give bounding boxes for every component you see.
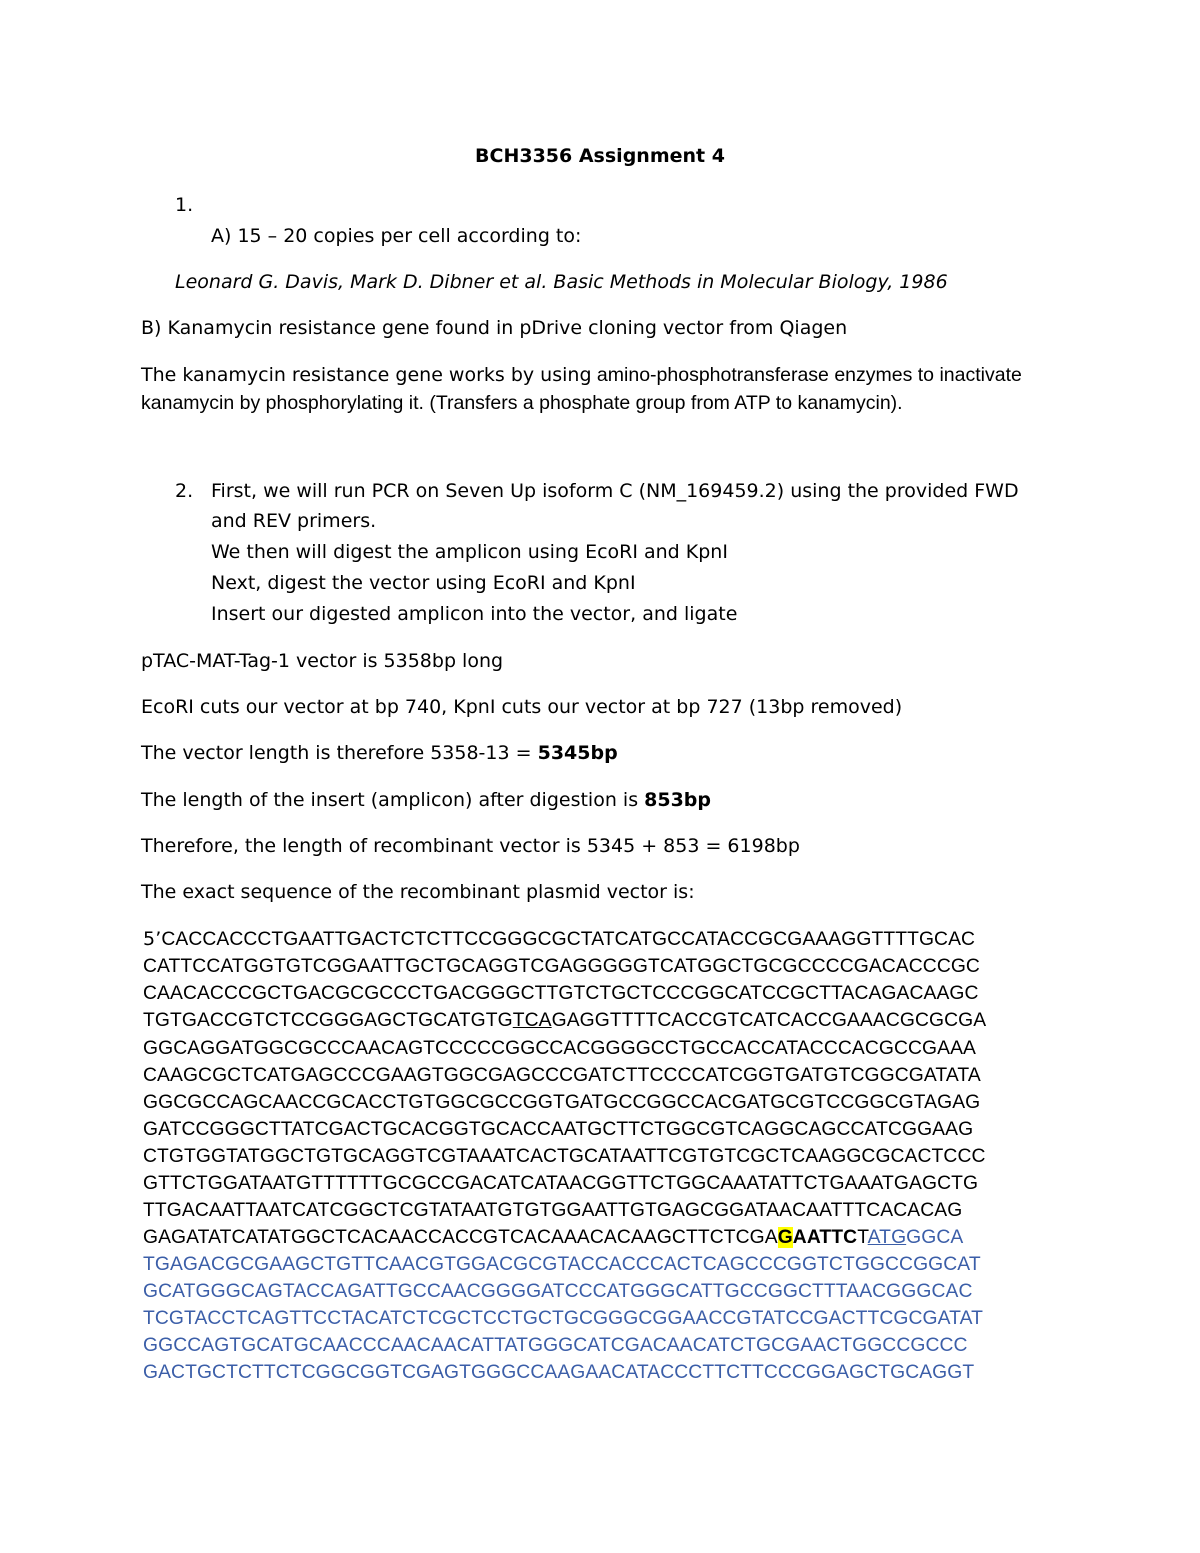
sequence-line: CATTCCATGGTGTCGGAATTGCTGCAGGTCGAGGGGGTCATGGCTGCGCCCCGACACCCGC <box>143 956 980 977</box>
answer-1a: A) 15 – 20 copies per cell according to: <box>211 225 582 247</box>
insert-sequence-text: GGCA <box>906 1227 964 1248</box>
sequence-text: T <box>857 1227 868 1248</box>
recombinant-length-text: Therefore, the length of recombinant vector is 5345 + 853 = 6198bp <box>141 835 800 857</box>
sequence-text: TGTGACCGTCTCCGGGAGCTGCATGTG <box>143 1010 513 1031</box>
question-1-number: 1. <box>175 194 194 216</box>
page-title: BCH3356 Assignment 4 <box>475 145 725 167</box>
mechanism-paragraph <box>141 362 1022 389</box>
insert-sequence-line: TCGTACCTCAGTTCCTACATCTCGCTCCTGCTGCGGGCGGAACCGTATCCGACTTCGCGATAT <box>143 1308 983 1329</box>
sequence-line <box>143 1008 986 1034</box>
restriction-cuts-text: EcoRI cuts our vector at bp 740, KpnI cuts our vector at bp 727 (13bp removed) <box>141 696 903 718</box>
sequence-line: GGCGCCAGCAACCGCACCTGTGGCGCCGGTGATGCCGGCCACGATGCGTCCGGCGTAGAG <box>143 1092 981 1113</box>
sequence-line: TTGACAATTAATCATCGGCTCGTATAATGTGTGGAATTGTGAGCGGATAACAATTTCACACAG <box>143 1200 963 1221</box>
sequence-line: GTTCTGGATAATGTTTTTTGCGCCGACATCATAACGGTTCTGGCAAATATTCTGAAATGAGCTG <box>143 1173 979 1194</box>
sequence-line: CAACACCCGCTGACGCGCCCTGACGGGCTTGTCTGCTCCCGGCATCCGCTTACAGACAAGC <box>143 983 979 1004</box>
mechanism-text-2: kanamycin by phosphorylating it. (Transfers a phosphate group from ATP to kanamycin). <box>141 392 903 414</box>
sequence-text: GAGGTTTTCACCGTCATCACCGAAACGCGCGA <box>551 1010 987 1031</box>
insert-sequence-line: GACTGCTCTTCTCGGCGGTCGAGTGGGCCAAGAACATACCCTTCTTCCCGGAGCTGCAGGT <box>143 1362 975 1383</box>
answer-1b: B) Kanamycin resistance gene found in pDrive cloning vector from Qiagen <box>141 317 848 339</box>
sequence-text: CACCACCCTGAATTGACTCTCTTCCGGGCGCTATCATGCCATACCGCGAAAGGTTTTGCAC <box>161 929 976 950</box>
vector-calc-value: 5345bp <box>537 742 618 764</box>
step-list-item: We then will digest the amplicon using EcoRI and KpnI <box>211 541 728 563</box>
sequence-line <box>143 1225 963 1251</box>
underlined-codon: TCA <box>512 1010 552 1031</box>
ecori-site: AATTC <box>792 1227 858 1248</box>
insert-value: 853bp <box>644 789 712 811</box>
citation: Leonard G. Davis, Mark D. Dibner et al. Basic Methods in Molecular Biology, 1986 <box>175 271 948 293</box>
step-list-item: First, we will run PCR on Seven Up isoform C (NM_169459.2) using the provided FWD <box>211 480 1019 502</box>
insert-sequence-line: GCATGGGCAGTACCAGATTGCCAACGGGGATCCCATGGGCATTGCCGGCTTTAACGGGCAC <box>143 1281 973 1302</box>
start-codon: ATG <box>867 1227 907 1248</box>
question-2-number: 2. <box>175 480 194 502</box>
vector-calc-prefix: The vector length is therefore 5358-13 = <box>141 742 538 764</box>
step-list-item: Next, digest the vector using EcoRI and KpnI <box>211 572 636 594</box>
mechanism-lead: The kanamycin resistance gene works by using <box>141 364 592 386</box>
step-list-item: Insert our digested amplicon into the vector, and ligate <box>211 603 738 625</box>
sequence-line: GGCAGGATGGCGCCCAACAGTCCCCCGGCCACGGGGCCTGCCACCATACCCACGCCGAAA <box>143 1038 976 1059</box>
sequence-line <box>143 927 975 953</box>
vector-calc-text <box>141 741 618 765</box>
insert-length-text <box>141 788 711 812</box>
mechanism-text-1: amino-phosphotransferase enzymes to inactivate <box>591 364 1022 386</box>
insert-prefix: The length of the insert (amplicon) after digestion is <box>141 789 645 811</box>
sequence-line: GATCCGGGCTTATCGACTGCACGGTGCACCAATGCTTCTGGCGTCAGGCAGCCATCGGAAG <box>143 1119 974 1140</box>
vector-length-text: pTAC-MAT-Tag-1 vector is 5358bp long <box>141 650 504 672</box>
insert-sequence-line: GGCCAGTGCATGCAACCCAACAACATTATGGGCATCGACAACATCTGCGAACTGGCCGCCC <box>143 1335 968 1356</box>
highlighted-base: G <box>777 1227 793 1248</box>
sequence-heading: The exact sequence of the recombinant plasmid vector is: <box>141 881 695 903</box>
five-prime-label: 5’ <box>143 928 162 950</box>
insert-sequence-line: TGAGACGCGAAGCTGTTCAACGTGGACGCGTACCACCCACTCAGCCCGGTCTGGCCGGCAT <box>143 1254 981 1275</box>
step-list-item: and REV primers. <box>211 510 377 532</box>
sequence-text: GAGATATCATATGGCTCACAACCACCGTCACAAACACAAGCTTCTCGA <box>143 1227 778 1248</box>
sequence-line: CTGTGGTATGGCTGTGCAGGTCGTAAATCACTGCATAATTCGTGTCGCTCAAGGCGCACTCCC <box>143 1146 986 1167</box>
sequence-line: CAAGCGCTCATGAGCCCGAAGTGGCGAGCCCGATCTTCCCCATCGGTGATGTCGGCGATATA <box>143 1065 981 1086</box>
